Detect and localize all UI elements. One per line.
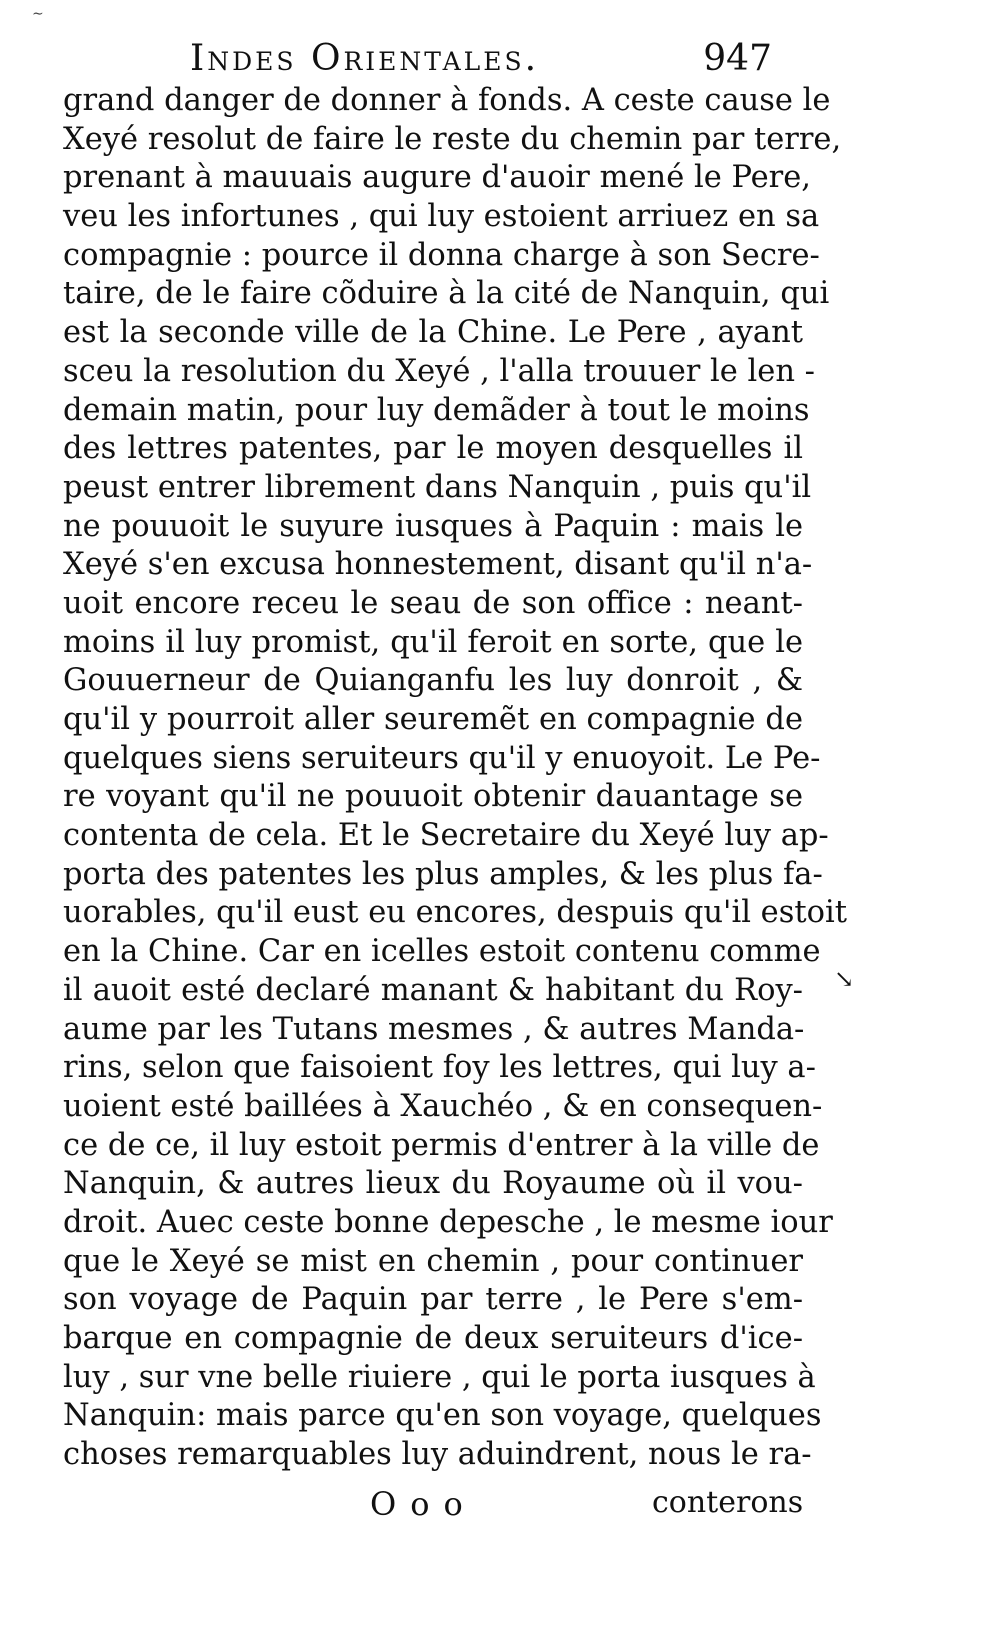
- text-line: uoient esté baillées à Xauchéo , & en consequen-: [63, 1088, 823, 1124]
- text-line: peust entrer librement dans Nanquin , puis qu'il: [63, 469, 812, 505]
- text-line: qu'il y pourroit aller seuremẽt en compagnie de: [63, 702, 803, 737]
- ink-blot-mark: ↘: [834, 965, 855, 993]
- text-line: sceu la resolution du Xeyé , l'alla trouuer le len -: [63, 353, 815, 389]
- text-line: moins il luy promist, qu'il feroit en sorte, que le: [63, 624, 803, 660]
- text-line: veu les infortunes , qui luy estoient arriuez en sa: [63, 199, 820, 235]
- text-line: son voyage de Paquin par terre , le Pere s'em-: [63, 1282, 803, 1318]
- page-number: 947: [703, 38, 772, 79]
- text-line: Xeyé s'en excusa honnestement, disant qu'il n'a-: [63, 547, 813, 583]
- text-line: choses remarquables luy aduindrent, nous le ra-: [63, 1437, 812, 1473]
- running-title: Indes Orientales.: [190, 38, 540, 79]
- text-line: barque en compagnie de deux seruiteurs d'ice-: [63, 1321, 803, 1356]
- catchword: conterons: [652, 1485, 804, 1520]
- text-line: Xeyé resolut de faire le reste du chemin par terre,: [63, 121, 842, 157]
- text-line: luy , sur vne belle riuiere , qui le porta iusques à: [63, 1359, 816, 1395]
- text-line: uoit encore receu le seau de son office : neant-: [63, 585, 803, 621]
- text-line: demain matin, pour luy demãder à tout le moins: [63, 392, 810, 428]
- text-line: Nanquin: mais parce qu'en son voyage, quelques: [63, 1398, 822, 1434]
- text-line: en la Chine. Car en icelles estoit contenu comme: [63, 934, 821, 970]
- text-line: porta des patentes les plus amples, & les plus fa-: [63, 856, 823, 892]
- text-line: rins, selon que faisoient foy les lettres, qui luy a-: [63, 1050, 816, 1086]
- text-line: ne pouuoit le suyure iusques à Paquin : mais le: [63, 508, 803, 544]
- body-text: [63, 82, 847, 1475]
- running-head: [190, 38, 790, 88]
- text-line: des lettres patentes, par le moyen desquelles il: [63, 431, 803, 467]
- corner-smudge-mark: ∼: [32, 6, 44, 22]
- text-line: est la seconde ville de la Chine. Le Pere , ayant: [63, 315, 803, 351]
- text-line: re voyant qu'il ne pouuoit obtenir dauantage se: [63, 779, 803, 815]
- text-line: aume par les Tutans mesmes , & autres Manda-: [63, 1011, 805, 1047]
- text-line: Nanquin, & autres lieux du Royaume où il vou-: [63, 1166, 803, 1202]
- text-line: contenta de cela. Et le Secretaire du Xeyé luy ap-: [63, 818, 829, 854]
- text-line: grand danger de donner à fonds. A ceste cause le: [63, 83, 831, 118]
- text-line: ce de ce, il luy estoit permis d'entrer à la ville de: [63, 1127, 820, 1163]
- text-line: que le Xeyé se mist en chemin , pour continuer: [63, 1243, 803, 1279]
- text-line: quelques siens seruiteurs qu'il y enuoyoit. Le Pe-: [63, 740, 821, 776]
- signature-mark: Ooo: [370, 1485, 477, 1523]
- text-line: Gouuerneur de Quianganfu les luy donroit , &: [63, 663, 803, 699]
- text-line: compagnie : pource il donna charge à son Secre-: [63, 237, 820, 273]
- text-line: droit. Auec ceste bonne depesche , le mesme iour: [63, 1204, 833, 1240]
- text-line: prenant à mauuais augure d'auoir mené le Pere,: [63, 160, 811, 196]
- text-line: il auoit esté declaré manant & habitant du Roy-: [63, 972, 803, 1008]
- text-line: uorables, qu'il eust eu encores, despuis qu'il estoit: [63, 895, 847, 931]
- text-line: taire, de le faire cõduire à la cité de Nanquin, qui: [63, 276, 830, 312]
